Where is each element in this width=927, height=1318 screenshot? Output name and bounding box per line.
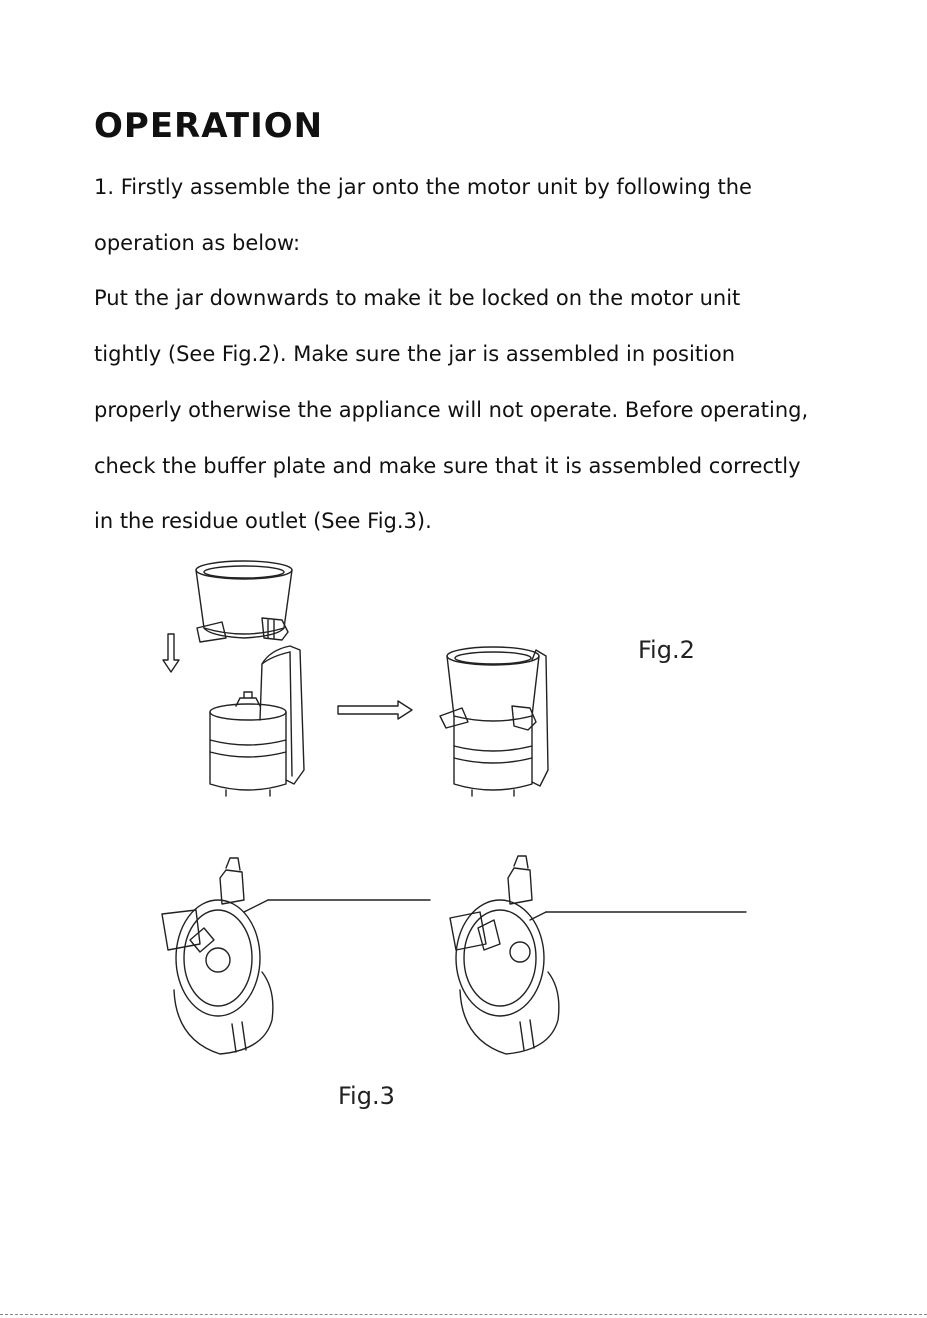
page-bottom-divider <box>0 1314 927 1315</box>
page-heading: OPERATION <box>94 106 324 146</box>
assembled-juicer-illustration <box>440 647 548 796</box>
down-arrow-icon <box>163 634 179 672</box>
paragraph-line: tightly (See Fig.2). Make sure the jar is assembled in position <box>94 342 736 367</box>
motor-unit-illustration <box>210 646 304 796</box>
paragraph-line: 1. Firstly assemble the jar onto the motor unit by following the <box>94 175 752 199</box>
fig2-label: Fig.2 <box>638 636 695 664</box>
residue-outlet-view-right <box>450 856 746 1054</box>
paragraph-line: properly otherwise the appliance will not operate. Before operating, <box>94 397 809 422</box>
jar-illustration <box>196 561 292 642</box>
residue-outlet-view-left <box>162 858 430 1054</box>
fig3-label: Fig.3 <box>338 1082 395 1110</box>
paragraph-line: in the residue outlet (See Fig.3). <box>94 509 432 534</box>
paragraph-line: Put the jar downwards to make it be locked on the motor unit <box>94 286 741 311</box>
paragraph-line: check the buffer plate and make sure that it is assembled correctly <box>94 453 801 478</box>
paragraph-line: operation as below: <box>94 230 301 255</box>
right-arrow-icon <box>338 701 412 719</box>
